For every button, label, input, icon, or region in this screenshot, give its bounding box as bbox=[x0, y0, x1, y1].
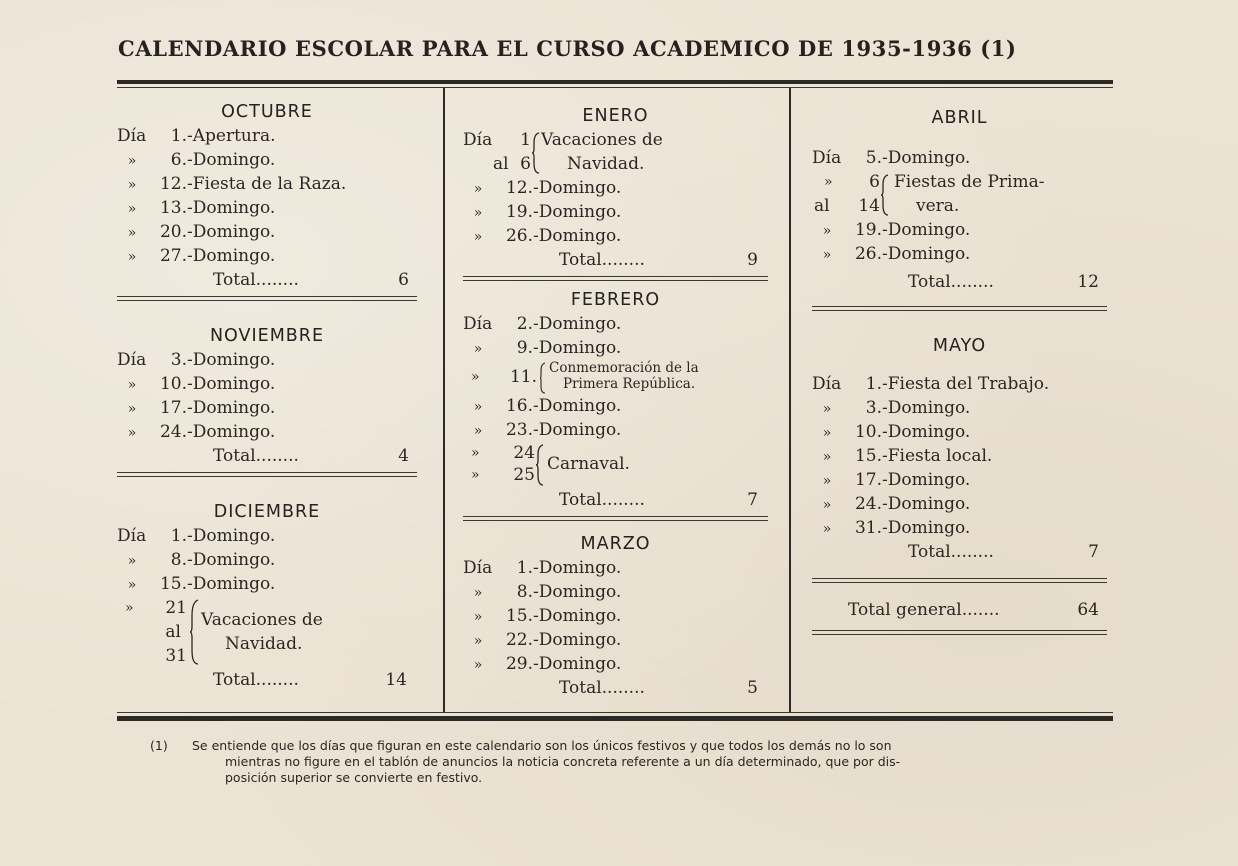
entry bbox=[463, 336, 768, 360]
day-number: 9. bbox=[516, 338, 533, 358]
entry bbox=[812, 492, 1107, 516]
range-entry bbox=[463, 128, 768, 176]
entry-description: -Domingo. bbox=[187, 550, 276, 570]
range-line1: Vacaciones de bbox=[201, 610, 323, 630]
day-number: 19. bbox=[505, 202, 533, 222]
footnote-line: posición superior se convierte en festivo. bbox=[225, 770, 483, 785]
day-number: 20. bbox=[159, 222, 187, 242]
month-title: DICIEMBRE bbox=[213, 502, 321, 522]
total-label: Total........ bbox=[559, 250, 645, 270]
month-marzo bbox=[463, 532, 768, 700]
entry-description: -Domingo. bbox=[187, 398, 276, 418]
entry bbox=[812, 444, 1107, 468]
entry bbox=[812, 372, 1107, 396]
entry bbox=[117, 220, 417, 244]
ditto-mark: » bbox=[127, 577, 137, 593]
ditto-mark: » bbox=[127, 553, 137, 569]
ditto-mark: » bbox=[473, 633, 483, 649]
day-number: 24 bbox=[513, 443, 535, 463]
dia-label: Día bbox=[463, 558, 493, 578]
month-abril bbox=[812, 106, 1107, 312]
entry-description: -Domingo. bbox=[533, 654, 622, 674]
entry bbox=[463, 604, 768, 628]
day-number: 22. bbox=[505, 630, 533, 650]
range-to: 31 bbox=[165, 646, 187, 666]
page-title: CALENDARIO ESCOLAR PARA EL CURSO ACADEMICO DE 1935-1936 (1) bbox=[118, 36, 1017, 61]
day-number: 1. bbox=[170, 526, 187, 546]
ditto-mark: » bbox=[473, 399, 483, 415]
entry bbox=[812, 516, 1107, 540]
brace-icon bbox=[535, 444, 545, 486]
month-octubre bbox=[117, 100, 417, 302]
month-title: NOVIEMBRE bbox=[209, 326, 325, 346]
range-line2: Navidad. bbox=[567, 154, 645, 174]
day-number: 1. bbox=[170, 126, 187, 146]
total-value: 5 bbox=[747, 678, 758, 698]
entry bbox=[117, 148, 417, 172]
ditto-mark: » bbox=[127, 425, 137, 441]
entry bbox=[117, 348, 417, 372]
entry bbox=[463, 224, 768, 248]
entry-description: -Domingo. bbox=[882, 494, 971, 514]
entry bbox=[812, 420, 1107, 444]
entry bbox=[117, 196, 417, 220]
day-number: 8. bbox=[170, 550, 187, 570]
total-value: 14 bbox=[385, 670, 407, 690]
entry-description: -Domingo. bbox=[533, 338, 622, 358]
day-number: 27. bbox=[159, 246, 187, 266]
entry-description: -Domingo. bbox=[533, 606, 622, 626]
entry bbox=[463, 580, 768, 604]
ditto-mark: » bbox=[471, 369, 480, 385]
total-label: Total........ bbox=[908, 542, 994, 562]
total-value: 7 bbox=[747, 490, 758, 510]
day-number: 25 bbox=[513, 465, 535, 485]
special-line2: Primera República. bbox=[563, 376, 696, 392]
ditto-mark: » bbox=[822, 521, 832, 537]
range-to: 6 bbox=[520, 154, 531, 174]
entry-description: -Domingo. bbox=[882, 244, 971, 264]
total-general-value: 64 bbox=[1077, 600, 1099, 620]
day-number: 19. bbox=[854, 220, 882, 240]
section-rule bbox=[812, 306, 1107, 312]
month-total bbox=[463, 248, 768, 272]
entry bbox=[463, 176, 768, 200]
dia-label: Día bbox=[812, 148, 842, 168]
day-number: 1. bbox=[516, 558, 533, 578]
ditto-mark: » bbox=[127, 249, 137, 265]
entry-description: -Domingo. bbox=[187, 222, 276, 242]
day-number: 31. bbox=[854, 518, 882, 538]
dia-label: Día bbox=[117, 126, 147, 146]
ditto-mark: » bbox=[473, 657, 483, 673]
ditto-mark: » bbox=[127, 401, 137, 417]
day-number: 24. bbox=[854, 494, 882, 514]
range-line1: Vacaciones de bbox=[541, 130, 663, 150]
entry-description: -Fiesta del Trabajo. bbox=[882, 374, 1050, 394]
entry bbox=[463, 652, 768, 676]
total-value: 9 bbox=[747, 250, 758, 270]
special-line1: Conmemoración de la bbox=[549, 360, 699, 376]
entry bbox=[463, 418, 768, 442]
entry-description: -Domingo. bbox=[187, 198, 276, 218]
carnaval-entry bbox=[463, 442, 768, 488]
range-al: al bbox=[493, 154, 509, 174]
entry-description: -Domingo. bbox=[882, 398, 971, 418]
day-number: 8. bbox=[516, 582, 533, 602]
entry-description: -Domingo. bbox=[533, 420, 622, 440]
range-al: al bbox=[814, 196, 830, 216]
day-number: 26. bbox=[854, 244, 882, 264]
entry-description: -Domingo. bbox=[187, 574, 276, 594]
month-title: ENERO bbox=[582, 106, 649, 126]
day-number: 12. bbox=[505, 178, 533, 198]
day-number: 17. bbox=[159, 398, 187, 418]
ditto-mark: » bbox=[473, 423, 483, 439]
section-rule bbox=[812, 630, 1107, 636]
ditto-mark: » bbox=[822, 223, 832, 239]
dia-label: Día bbox=[463, 314, 493, 334]
entry bbox=[117, 420, 417, 444]
ditto-mark: » bbox=[473, 585, 483, 601]
day-number: 11. bbox=[509, 367, 537, 387]
entry bbox=[117, 548, 417, 572]
month-title: FEBRERO bbox=[570, 290, 661, 310]
entry bbox=[812, 468, 1107, 492]
range-entry bbox=[812, 170, 1107, 218]
day-number: 2. bbox=[516, 314, 533, 334]
section-rule bbox=[463, 276, 768, 282]
ditto-mark: » bbox=[822, 449, 832, 465]
month-total bbox=[117, 668, 417, 692]
ditto-mark: » bbox=[471, 467, 480, 483]
month-enero bbox=[463, 104, 768, 282]
entry bbox=[463, 556, 768, 580]
brace-icon bbox=[539, 362, 547, 394]
ditto-mark: » bbox=[127, 377, 137, 393]
day-number: 23. bbox=[505, 420, 533, 440]
total-value: 4 bbox=[398, 446, 409, 466]
entry bbox=[117, 372, 417, 396]
day-number: 10. bbox=[854, 422, 882, 442]
entry-description: -Fiesta local. bbox=[882, 446, 993, 466]
entry-description: -Domingo. bbox=[533, 178, 622, 198]
month-title: MAYO bbox=[932, 336, 987, 356]
range-entry bbox=[117, 596, 417, 668]
ditto-mark: » bbox=[473, 341, 483, 357]
entry-description: -Apertura. bbox=[187, 126, 276, 146]
ditto-mark: » bbox=[822, 425, 832, 441]
ditto-mark: » bbox=[822, 247, 832, 263]
day-number: 15. bbox=[854, 446, 882, 466]
range-from: 21 bbox=[165, 598, 187, 618]
day-number: 17. bbox=[854, 470, 882, 490]
month-title: OCTUBRE bbox=[221, 102, 313, 122]
dia-label: Día bbox=[117, 526, 147, 546]
month-total bbox=[812, 540, 1107, 564]
entry-description: -Domingo. bbox=[533, 396, 622, 416]
ditto-mark: » bbox=[473, 609, 483, 625]
total-value: 7 bbox=[1088, 542, 1099, 562]
day-number: 24. bbox=[159, 422, 187, 442]
special-entry bbox=[463, 360, 768, 394]
month-mayo bbox=[812, 334, 1107, 636]
ditto-mark: » bbox=[473, 181, 483, 197]
month-total bbox=[463, 676, 768, 700]
bottom-rule-thick bbox=[117, 716, 1113, 721]
day-number: 26. bbox=[505, 226, 533, 246]
day-number: 15. bbox=[505, 606, 533, 626]
day-number: 3. bbox=[865, 398, 882, 418]
month-title: MARZO bbox=[580, 534, 651, 554]
total-value: 6 bbox=[398, 270, 409, 290]
entry-description: -Domingo. bbox=[882, 518, 971, 538]
total-general bbox=[812, 598, 1107, 622]
total-label: Total........ bbox=[908, 272, 994, 292]
day-number: 16. bbox=[505, 396, 533, 416]
ditto-mark: » bbox=[125, 600, 134, 616]
entry-description: -Domingo. bbox=[882, 470, 971, 490]
range-line2: Navidad. bbox=[225, 634, 303, 654]
range-from: 6 bbox=[869, 172, 880, 192]
ditto-mark: » bbox=[127, 201, 137, 217]
ditto-mark: » bbox=[822, 401, 832, 417]
entry-description: Carnaval. bbox=[547, 454, 630, 474]
entry bbox=[812, 242, 1107, 266]
total-label: Total........ bbox=[559, 678, 645, 698]
footnote-line: Se entiende que los días que figuran en este calendario son los únicos festivos y que todos los demás no lo son bbox=[192, 738, 892, 753]
day-number: 5. bbox=[865, 148, 882, 168]
entry bbox=[463, 200, 768, 224]
total-value: 12 bbox=[1077, 272, 1099, 292]
day-number: 10. bbox=[159, 374, 187, 394]
ditto-mark: » bbox=[127, 177, 137, 193]
footnote-number: (1) bbox=[150, 738, 168, 753]
day-number: 1. bbox=[865, 374, 882, 394]
month-total bbox=[117, 444, 417, 468]
range-al: al bbox=[165, 622, 181, 642]
entry-description: -Domingo. bbox=[882, 220, 971, 240]
entry-description: -Domingo. bbox=[187, 150, 276, 170]
day-number: 13. bbox=[159, 198, 187, 218]
entry bbox=[117, 524, 417, 548]
entry-description: -Domingo. bbox=[533, 582, 622, 602]
ditto-mark: » bbox=[473, 229, 483, 245]
entry bbox=[117, 124, 417, 148]
brace-icon bbox=[189, 598, 201, 666]
day-number: 29. bbox=[505, 654, 533, 674]
section-rule bbox=[812, 578, 1107, 584]
ditto-mark: » bbox=[127, 225, 137, 241]
entry bbox=[117, 244, 417, 268]
entry bbox=[812, 396, 1107, 420]
range-line2: vera. bbox=[916, 196, 960, 216]
ditto-mark: » bbox=[471, 445, 480, 461]
day-number: 3. bbox=[170, 350, 187, 370]
entry-description: -Domingo. bbox=[187, 374, 276, 394]
total-label: Total........ bbox=[213, 446, 299, 466]
month-total bbox=[463, 488, 768, 512]
month-total bbox=[117, 268, 417, 292]
entry bbox=[812, 146, 1107, 170]
entry bbox=[117, 396, 417, 420]
entry bbox=[117, 572, 417, 596]
entry-description: -Domingo. bbox=[533, 314, 622, 334]
day-number: 6. bbox=[170, 150, 187, 170]
entry-description: -Domingo. bbox=[187, 350, 276, 370]
column-divider bbox=[443, 88, 445, 712]
dia-label: Día bbox=[117, 350, 147, 370]
entry-description: -Domingo. bbox=[187, 526, 276, 546]
total-label: Total........ bbox=[559, 490, 645, 510]
entry bbox=[117, 172, 417, 196]
month-febrero bbox=[463, 288, 768, 522]
entry-description: -Domingo. bbox=[882, 422, 971, 442]
month-title: ABRIL bbox=[931, 108, 988, 128]
entry-description: -Domingo. bbox=[187, 246, 276, 266]
entry bbox=[812, 218, 1107, 242]
dia-label: Día bbox=[812, 374, 842, 394]
total-label: Total........ bbox=[213, 270, 299, 290]
section-rule bbox=[117, 296, 417, 302]
entry bbox=[463, 394, 768, 418]
entry-description: -Domingo. bbox=[187, 422, 276, 442]
range-line1: Fiestas de Prima- bbox=[894, 172, 1045, 192]
month-total bbox=[812, 270, 1107, 294]
entry-description: -Domingo. bbox=[533, 558, 622, 578]
brace-icon bbox=[531, 131, 541, 175]
entry bbox=[463, 628, 768, 652]
section-rule bbox=[463, 516, 768, 522]
entry-description: -Fiesta de la Raza. bbox=[187, 174, 347, 194]
entry-description: -Domingo. bbox=[533, 226, 622, 246]
top-rule-thick bbox=[117, 80, 1113, 84]
ditto-mark: » bbox=[127, 153, 137, 169]
range-to: 14 bbox=[858, 196, 880, 216]
brace-icon bbox=[880, 173, 890, 217]
bottom-rule-thin bbox=[117, 712, 1113, 713]
dia-label: Día bbox=[463, 130, 493, 150]
entry-description: -Domingo. bbox=[533, 202, 622, 222]
entry bbox=[463, 312, 768, 336]
footnote-line: mientras no figure en el tablón de anuncios la noticia concreta referente a un día determinado, que por dis- bbox=[225, 754, 901, 769]
ditto-mark: » bbox=[473, 205, 483, 221]
total-general-label: Total general....... bbox=[848, 600, 1000, 620]
top-rule-thin bbox=[117, 87, 1113, 88]
ditto-mark: » bbox=[822, 473, 832, 489]
month-diciembre bbox=[117, 500, 417, 692]
column-divider bbox=[789, 88, 791, 712]
total-label: Total........ bbox=[213, 670, 299, 690]
entry-description: -Domingo. bbox=[882, 148, 971, 168]
month-noviembre bbox=[117, 324, 417, 478]
range-from: 1 bbox=[520, 130, 531, 150]
day-number: 15. bbox=[159, 574, 187, 594]
ditto-mark: » bbox=[822, 497, 832, 513]
ditto-mark: » bbox=[824, 174, 833, 190]
day-number: 12. bbox=[159, 174, 187, 194]
section-rule bbox=[117, 472, 417, 478]
entry-description: -Domingo. bbox=[533, 630, 622, 650]
